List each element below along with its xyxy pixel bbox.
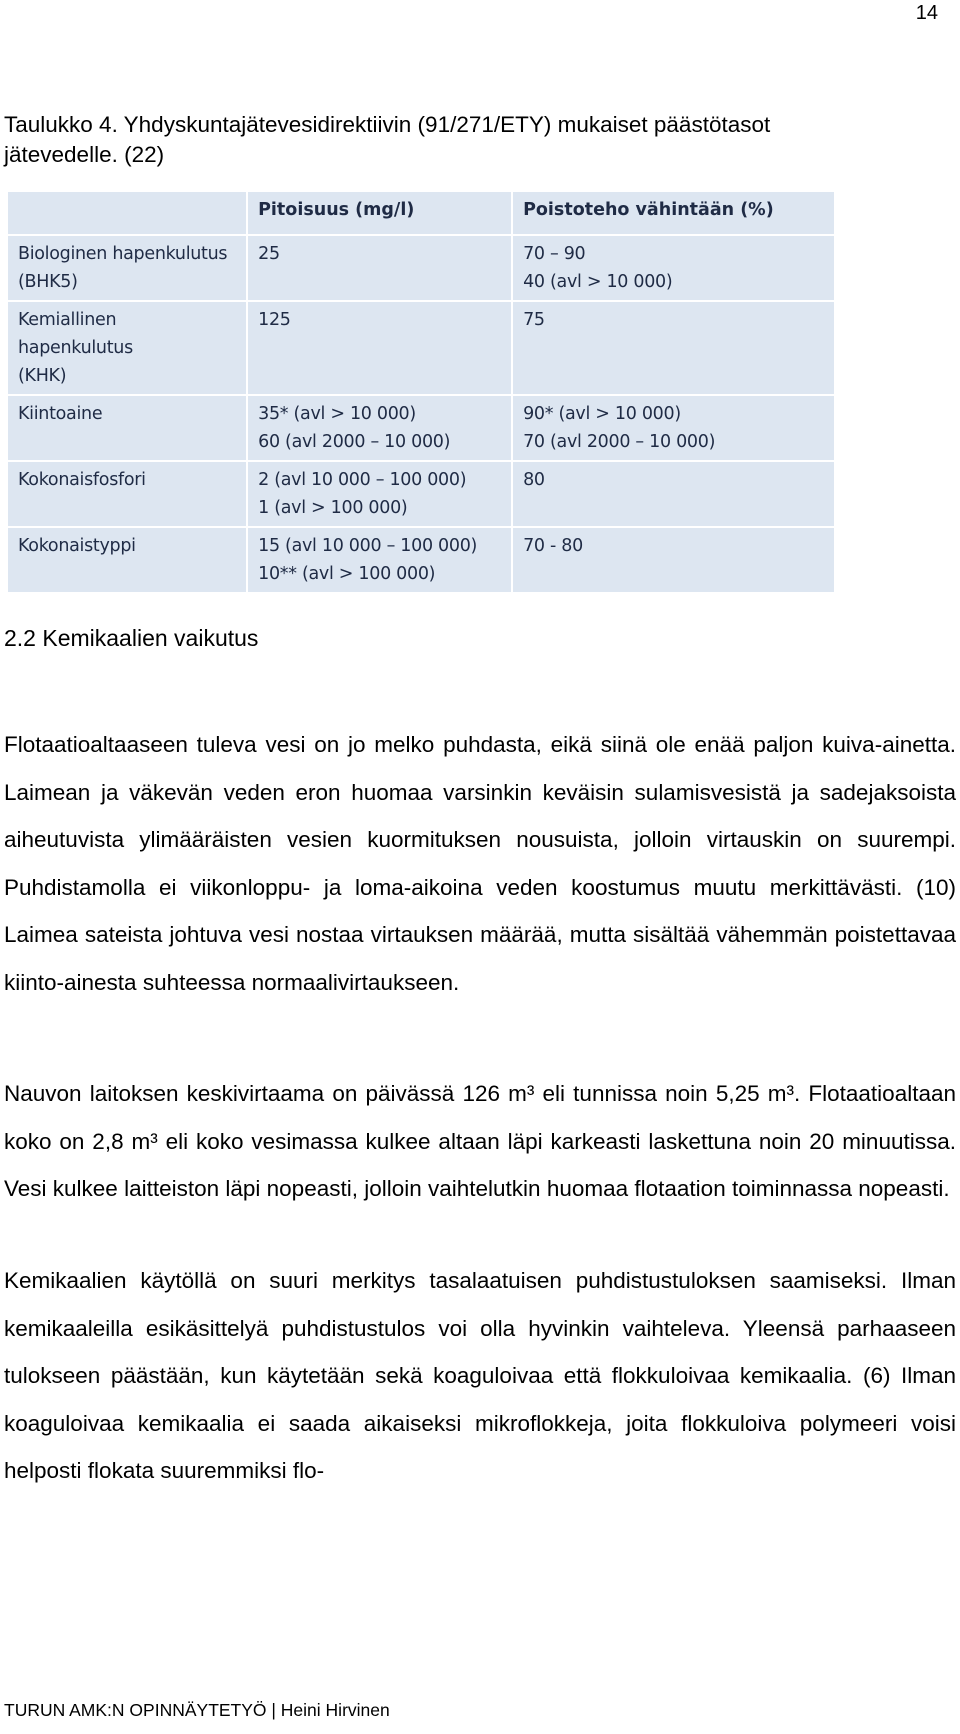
body-paragraph: Nauvon laitoksen keskivirtaama on päivässä 126 m³ eli tunnissa noin 5,25 m³. Flotaatioaltaan koko on 2,8 m³ eli koko vesimassa kulkee altaan läpi karkeasti laskettuna noin 20 minuutissa. Vesi kulkee laitteiston läpi nopeasti, jolloin vaihtelutkin huomaa flotaation toiminnassa nopeasti. — [4, 1081, 956, 1201]
removal-line: 70 (avl 2000 – 10 000) — [523, 432, 716, 452]
table-row — [7, 235, 835, 301]
section-heading: 2.2 Kemikaalien vaikutus — [4, 625, 259, 651]
table-cell-concentration — [247, 527, 512, 593]
table-cell-removal — [512, 235, 835, 301]
table-cell-concentration — [247, 461, 512, 527]
table-row — [7, 301, 835, 395]
body-paragraph: Kemikaalien käytöllä on suuri merkitys tasalaatuisen puhdistustuloksen saamiseksi. Ilman kemikaaleilla esikäsittelyä puhdistustulos voi olla hyvinkin vaihteleva. Yleensä parhaaseen tulokseen päästään, kun käytetään sekä koaguloivaa että flokkuloivaa kemikaalia. (6) Ilman koaguloivaa kemikaalia ei saada aikaiseksi mikroflokkeja, joita flokkuloiva polymeeri voisi helposti flokata suuremmiksi flo- — [4, 1268, 956, 1483]
table-cell-removal — [512, 301, 835, 395]
table-cell-parameter — [7, 395, 247, 461]
parameter-line: Kokonaistyppi — [18, 536, 136, 556]
parameter-line: Kemiallinen hapenkulutus — [18, 310, 133, 358]
table-cell-concentration — [247, 395, 512, 461]
parameter-line: (BHK5) — [18, 272, 78, 292]
removal-line: 70 - 80 — [523, 536, 583, 556]
discharge-limits-table-image — [6, 190, 836, 584]
concentration-line: 35* (avl > 10 000) — [258, 404, 416, 424]
concentration-line: 125 — [258, 310, 291, 330]
page-number: 14 — [915, 2, 938, 24]
removal-line: 80 — [523, 470, 545, 490]
table-cell-parameter — [7, 235, 247, 301]
table-cell-parameter — [7, 461, 247, 527]
parameter-line: Kiintoaine — [18, 404, 103, 424]
table-cell-concentration — [247, 301, 512, 395]
table-cell-concentration — [247, 235, 512, 301]
concentration-line: 2 (avl 10 000 – 100 000) — [258, 470, 467, 490]
parameter-line: Biologinen hapenkulutus — [18, 244, 228, 264]
concentration-line: 15 (avl 10 000 – 100 000) — [258, 536, 478, 556]
table-header-removal: Poistoteho vähintään (%) — [512, 191, 835, 235]
discharge-limits-table — [6, 190, 836, 594]
concentration-line: 1 (avl > 100 000) — [258, 498, 408, 518]
parameter-line: (KHK) — [18, 366, 67, 386]
table-caption: Taulukko 4. Yhdyskuntajätevesidirektiivin (91/271/ETY) mukaiset päästötasot jätevedelle. (22) — [4, 112, 771, 167]
page-footer: TURUN AMK:N OPINNÄYTETYÖ | Heini Hirvinen — [4, 1700, 390, 1720]
table-cell-removal — [512, 527, 835, 593]
concentration-line: 25 — [258, 244, 280, 264]
removal-line: 90* (avl > 10 000) — [523, 404, 681, 424]
table-header-row — [7, 191, 835, 235]
table-row — [7, 461, 835, 527]
table-cell-parameter — [7, 527, 247, 593]
body-paragraph: Flotaatioaltaaseen tuleva vesi on jo melko puhdasta, eikä siinä ole enää paljon kuiva-ainetta. Laimean ja väkevän veden eron huomaa varsinkin keväisin sulamisvesistä ja sadejaksoista aiheutuvista ylimääräisten vesien kuormituksen nousuista, jolloin virtauskin on suurempi. Puhdistamolla ei viikonloppu- ja loma-aikoina veden koostumus muutu merkittävästi. (10) Laimea sateista johtuva vesi nostaa virtauksen määrää, mutta sisältää vähemmän poistettavaa kiinto-ainesta suhteessa normaalivirtaukseen. — [4, 732, 956, 995]
table-row — [7, 395, 835, 461]
table-header-concentration: Pitoisuus (mg/l) — [247, 191, 512, 235]
table-cell-removal — [512, 461, 835, 527]
concentration-line: 10** (avl > 100 000) — [258, 564, 436, 584]
removal-line: 70 – 90 — [523, 244, 586, 264]
table-cell-removal — [512, 395, 835, 461]
removal-line: 75 — [523, 310, 545, 330]
removal-line: 40 (avl > 10 000) — [523, 272, 673, 292]
concentration-line: 60 (avl 2000 – 10 000) — [258, 432, 451, 452]
table-header-parameter — [7, 191, 247, 235]
table-row — [7, 527, 835, 593]
parameter-line: Kokonaisfosfori — [18, 470, 146, 490]
table-cell-parameter — [7, 301, 247, 395]
